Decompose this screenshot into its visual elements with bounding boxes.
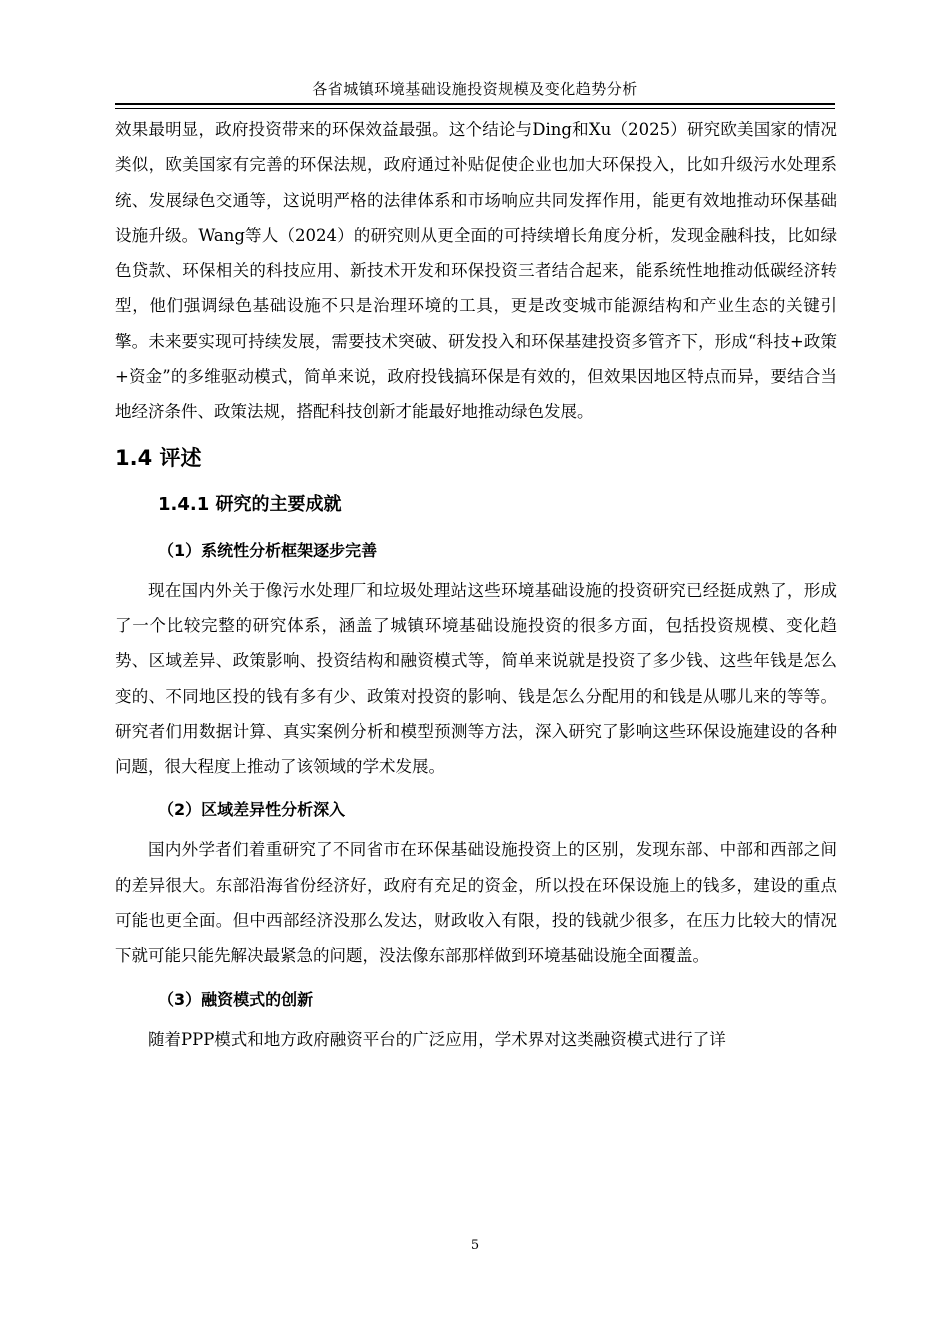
running-header: 各省城镇环境基础设施投资规模及变化趋势分析 [312, 80, 638, 98]
page-body [115, 112, 837, 1057]
paragraph-framework: 现在国内外关于像污水处理厂和垃圾处理站这些环境基础设施的投资研究已经挺成熟了，形成了一个比较完整的研究体系，涵盖了城镇环境基础设施投资的很多方面，包括投资规模、变化趋势、区域差异、政策影响、投资结构和融资模式等，简单来说就是投资了多少钱、这些年钱是怎么变的、不同地区投的钱有多有少、政策对投资的影响、钱是怎么分配用的和钱是从哪儿来的等等。研究者们用数据计算、真实案例分析和模型预测等方法，深入研究了影响这些环保设施建设的各种问题，很大程度上推动了该领域的学术发展。 [115, 580, 837, 777]
subheading-2: （2）区域差异性分析深入 [158, 800, 346, 820]
header-rule-thick [115, 103, 835, 105]
paragraph-continuation: 效果最明显，政府投资带来的环保效益最强。这个结论与Ding和Xu（2025）研究欧美国家的情况类似，欧美国家有完善的环保法规，政府通过补贴促使企业也加大环保投入，比如升级污水处理系统、发展绿色交通等，这说明严格的法律体系和市场响应共同发挥作用，能更有效地推动环保基础设施升级。Wang等人（2024）的研究则从更全面的可持续增长角度分析，发现金融科技，比如绿色贷款、环保相关的科技应用、新技术开发和环保投资三者结合起来，能系统性地推动低碳经济转型，他们强调绿色基础设施不只是治理环境的工具，更是改变城市能源结构和产业生态的关键引擎。未来要实现可持续发展，需要技术突破、研发投入和环保基建投资多管齐下，形成“科技+政策+资金”的多维驱动模式，简单来说，政府投钱搞环保是有效的，但效果因地区特点而异，要结合当地经济条件、政策法规，搭配科技创新才能最好地推动绿色发展。 [115, 120, 837, 422]
paragraph-regional: 国内外学者们着重研究了不同省市在环保基础设施投资上的区别，发现东部、中部和西部之间的差异很大。东部沿海省份经济好，政府有充足的资金，所以投在环保设施上的钱多，建设的重点可能也更全面。但中西部经济没那么发达，财政收入有限，投的钱就少很多，在压力比较大的情况下就可能只能先解决最紧急的问题，没法像东部那样做到环境基础设施全面覆盖。 [115, 840, 837, 966]
subsection-heading: 1.4.1 研究的主要成就 [158, 493, 342, 515]
header-rule-thin [115, 108, 835, 109]
page-number: 5 [470, 1238, 480, 1253]
section-heading: 1.4 评述 [115, 445, 202, 470]
paragraph-financing: 随着PPP模式和地方政府融资平台的广泛应用，学术界对这类融资模式进行了详 [148, 1029, 726, 1049]
subheading-3: （3）融资模式的创新 [158, 989, 314, 1009]
subheading-1: （1）系统性分析框架逐步完善 [158, 540, 378, 560]
